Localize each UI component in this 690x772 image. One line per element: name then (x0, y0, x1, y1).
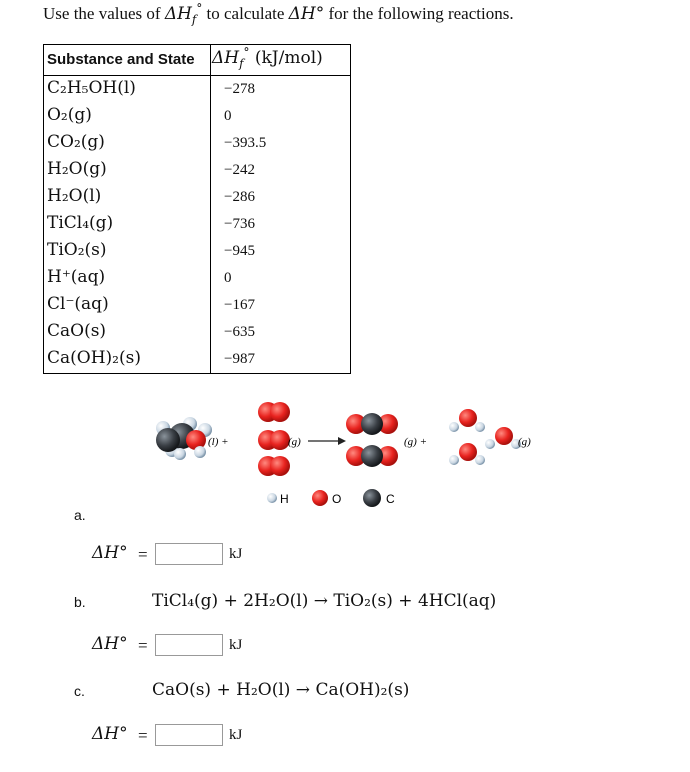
substance-cell: C₂H₅OH(l) (47, 78, 136, 98)
legend-oxygen: O (332, 492, 342, 506)
table-row (44, 346, 350, 373)
table-row (44, 130, 350, 157)
intro-prefix: Use the values of (43, 4, 165, 23)
table-row (44, 184, 350, 211)
delta-hf-symbol: $\Delta H_f^\circ$ (164, 1, 203, 27)
part-b-unit: kJ (229, 637, 243, 653)
part-b-reaction: TiCl₄(g) + 2H₂O(l) → TiO₂(s) + 4HCl(aq) (152, 591, 497, 611)
table-row (44, 157, 350, 184)
table-row (44, 76, 350, 103)
enthalpy-value-cell: −736 (224, 216, 255, 232)
substance-cell: O₂(g) (47, 105, 92, 125)
table-header (44, 45, 350, 76)
substance-cell: H₂O(l) (47, 186, 102, 206)
part-a-delta-h: ΔH° (92, 543, 128, 563)
state-label-g2: (g) + (404, 436, 427, 448)
enthalpy-table (43, 44, 351, 374)
enthalpy-value-cell: −635 (224, 324, 255, 340)
part-c-reaction: CaO(s) + H₂O(l) → Ca(OH)₂(s) (152, 680, 410, 700)
state-label-g1: (g) (288, 436, 301, 448)
legend-hydrogen: H (280, 492, 289, 506)
enthalpy-value-cell: 0 (224, 270, 232, 286)
header-delta-hf: $\Delta H_f^\circ$ (kJ/mol) (212, 45, 323, 71)
table-row (44, 238, 350, 265)
table-row (44, 292, 350, 319)
intro-mid: to calculate (202, 4, 289, 23)
carbon-dioxide-molecules (346, 413, 398, 467)
atom-legend (267, 489, 395, 507)
substance-cell: H⁺(aq) (47, 267, 106, 287)
part-b-label: b. (74, 594, 86, 610)
part-c-answer-input[interactable] (155, 724, 223, 746)
substance-cell: TiCl₄(g) (47, 213, 114, 233)
substance-cell: Ca(OH)₂(s) (47, 348, 141, 368)
part-c-label: c. (74, 683, 85, 699)
table-row (44, 211, 350, 238)
oxygen-molecules (258, 402, 290, 476)
water-molecules (449, 409, 521, 465)
reaction-diagram (150, 400, 550, 510)
instructions (43, 1, 514, 27)
enthalpy-value-cell: −286 (224, 189, 255, 205)
substance-cell: CaO(s) (47, 321, 107, 341)
table-row (44, 265, 350, 292)
table-row (44, 103, 350, 130)
part-c-unit: kJ (229, 727, 243, 743)
part-b-delta-h: ΔH° (92, 634, 128, 654)
enthalpy-value-cell: −393.5 (224, 135, 267, 151)
state-label-l: (l) + (208, 436, 229, 448)
enthalpy-value-cell: −278 (224, 81, 255, 97)
substance-cell: TiO₂(s) (47, 240, 107, 260)
substance-cell: CO₂(g) (47, 132, 105, 152)
ethanol-molecule (156, 417, 212, 460)
enthalpy-value-cell: −242 (224, 162, 255, 178)
part-a-equals: = (138, 545, 148, 564)
part-b-answer-input[interactable] (155, 634, 223, 656)
enthalpy-value-cell: −945 (224, 243, 255, 259)
part-b-equals: = (138, 636, 148, 655)
substance-cell: Cl⁻(aq) (47, 294, 109, 314)
header-substance: Substance and State (47, 51, 195, 68)
part-c-delta-h: ΔH° (92, 724, 128, 744)
part-a-answer-input[interactable] (155, 543, 223, 565)
state-label-g3: (g) (518, 436, 531, 448)
delta-h-symbol: ΔH° (288, 4, 325, 24)
enthalpy-value-cell: 0 (224, 108, 232, 124)
part-a-unit: kJ (229, 546, 243, 562)
enthalpy-value-cell: −987 (224, 351, 255, 367)
part-a-label: a. (74, 507, 86, 523)
enthalpy-value-cell: −167 (224, 297, 255, 313)
intro-suffix: for the following reactions. (324, 4, 514, 23)
table-row (44, 319, 350, 346)
legend-carbon: C (386, 492, 395, 506)
part-c-equals: = (138, 726, 148, 745)
substance-cell: H₂O(g) (47, 159, 107, 179)
